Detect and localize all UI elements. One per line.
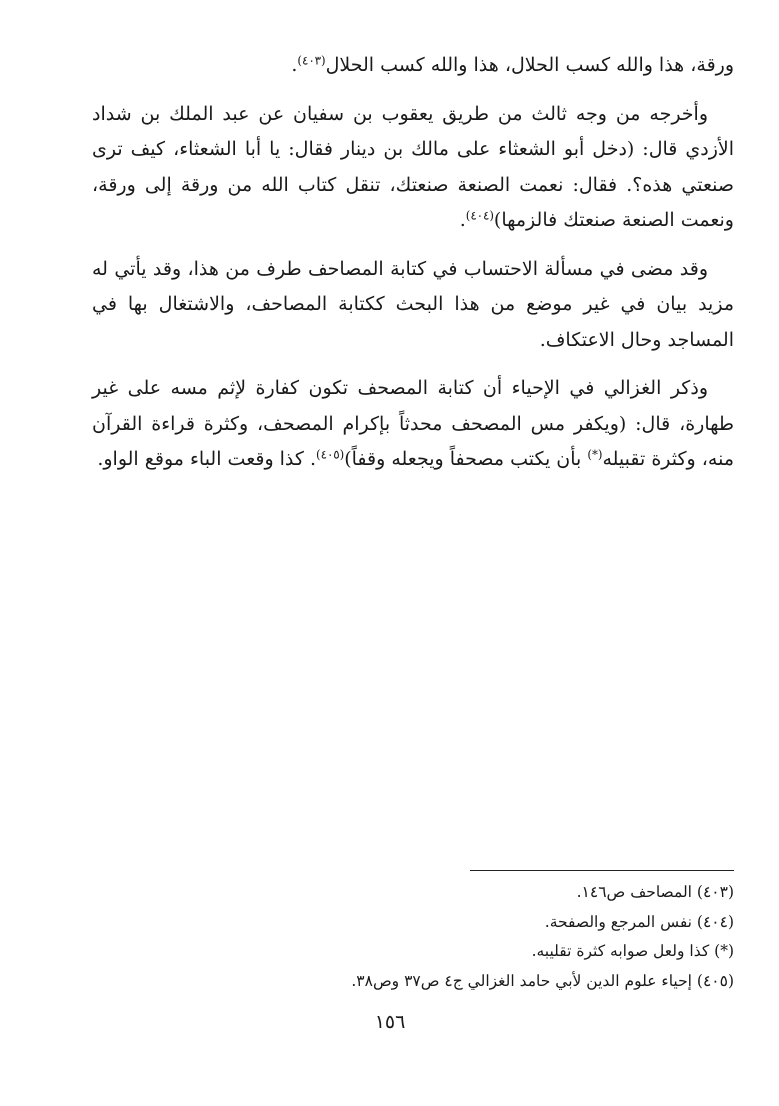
paragraph-4-text-b: بأن يكتب مصحفاً ويجعله وقفاً) — [344, 448, 588, 470]
footnote-ref-star: (*) — [587, 447, 603, 462]
footnote-ref-404: (٤٠٤) — [465, 208, 494, 223]
footnote-ref-405: (٤٠٥) — [316, 447, 345, 462]
paragraph-4-text-a: وذكر الغزالي في الإحياء أن كتابة المصحف تكون كفارة لإثم مسه على غير طهارة، قال: (ويكفر مس المصحف محدثاً بإكرام المصحف، وكثرة قراءة القرآن منه، وكثرة تقبيله — [92, 377, 734, 470]
paragraph-4 — [92, 371, 734, 478]
paragraph-3-text: وقد مضى في مسألة الاحتساب في كتابة المصاحف طرف من هذا، وقد يأتي له مزيد بيان في غير موضع من هذا البحث ككتابة المصاحف، والاشتغال بها في المساجد وحال الاعتكاف. — [92, 257, 734, 351]
paragraph-2-text: وأخرجه من وجه ثالث من طريق يعقوب بن سفيان عن عبد الملك بن شداد الأزدي قال: (دخل أبو الشعثاء على مالك بن دينار فقال: يا أبا الشعثاء، كيف ترى صنعتي هذه؟. فقال: نعمت الصنعة صنعتك، تنقل كتاب الله من ورقة إلى ورقة، ونعمت الصنعة صنعتك فالزمها) — [92, 102, 734, 231]
footnotes — [92, 878, 734, 996]
footnote-ref-403: (٤٠٣) — [297, 53, 326, 68]
footnote-divider — [470, 870, 734, 871]
page-number: ١٥٦ — [374, 1011, 406, 1033]
paragraph-4-tail: . كذا وقعت الباء موقع الواو. — [97, 448, 317, 470]
paragraph-2-tail: . — [459, 209, 466, 231]
paragraph-1 — [92, 48, 734, 84]
paragraph-1-tail: . — [291, 54, 298, 76]
paragraph-2 — [92, 97, 734, 239]
footnote-404: (٤٠٤) نفس المرجع والصفحة. — [544, 912, 734, 931]
paragraph-1-text: ورقة، هذا والله كسب الحلال، هذا والله كسب الحلال — [325, 54, 734, 76]
footnote-405: (٤٠٥) إحياء علوم الدين لأبي حامد الغزالي ج٤ ص٣٧ وص٣٨. — [351, 971, 734, 990]
main-text — [92, 48, 734, 491]
paragraph-3 — [92, 252, 734, 359]
footnote-403: (٤٠٣) المصاحف ص١٤٦. — [576, 883, 734, 901]
footnote-star: (*) كذا ولعل صوابه كثرة تقليبه. — [531, 942, 734, 960]
